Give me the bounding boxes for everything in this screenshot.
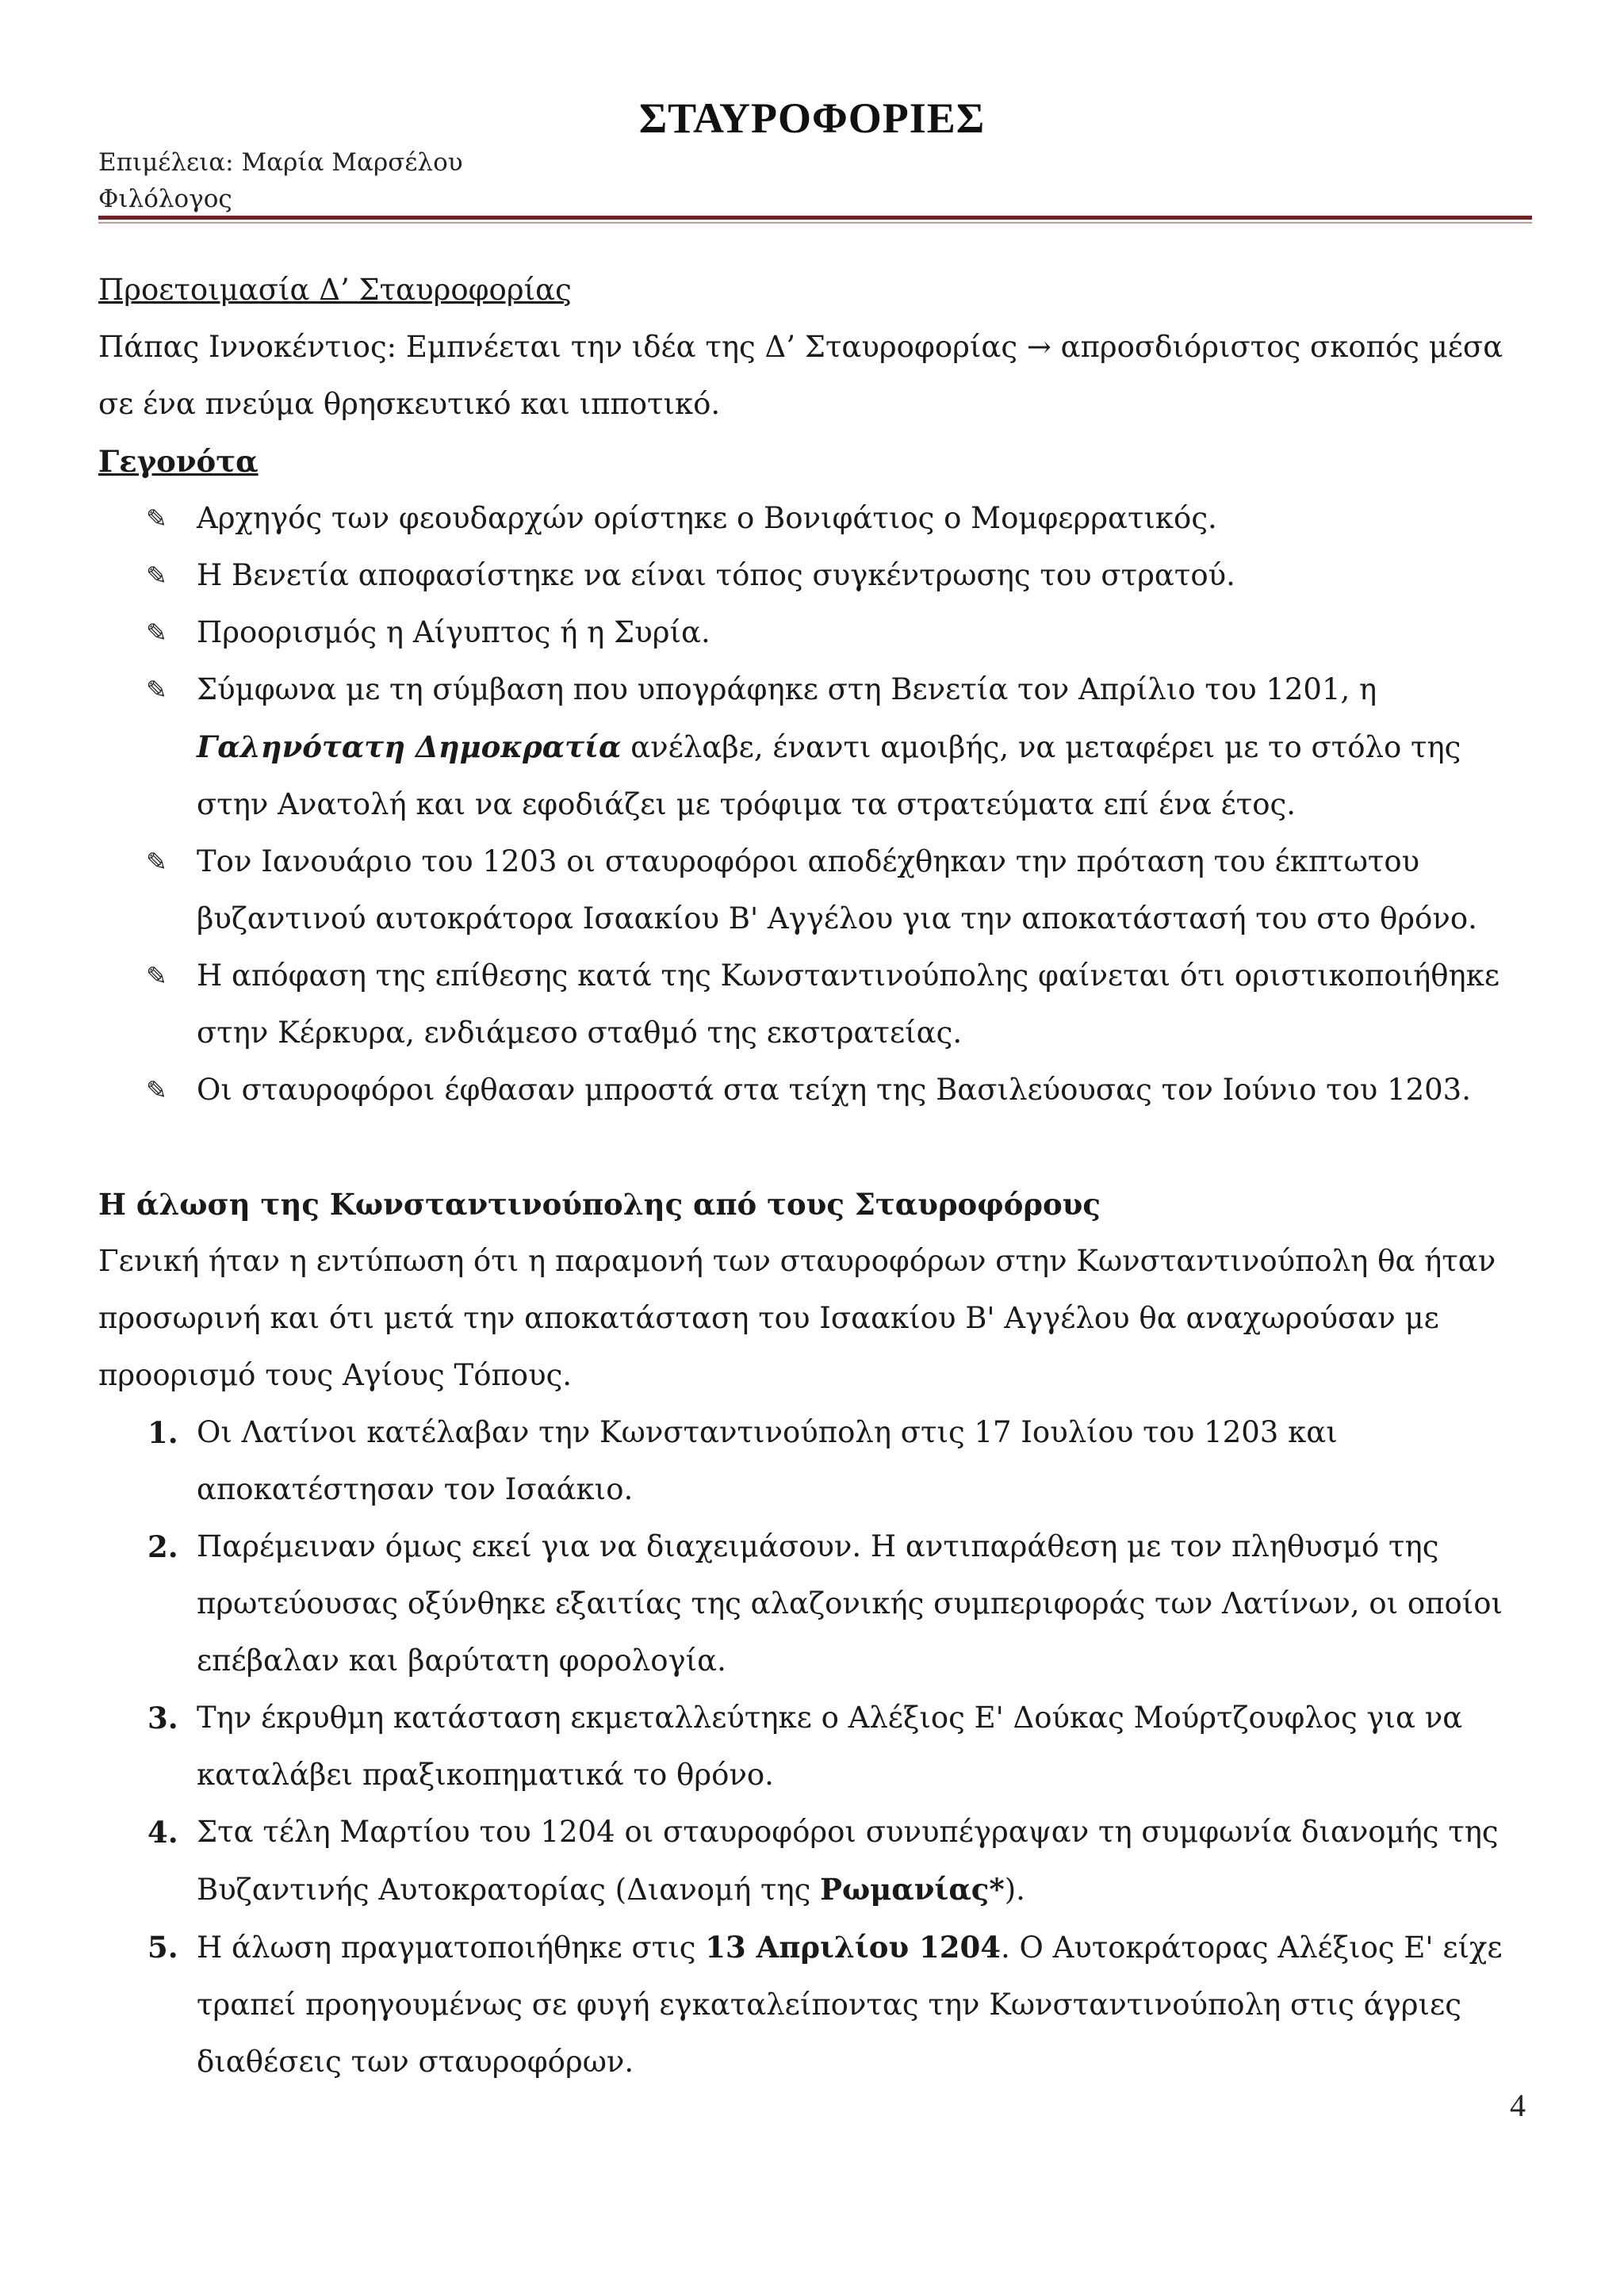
list-number: 3.: [147, 1701, 178, 1735]
pen-icon: ✎: [146, 618, 167, 648]
list-item-text: Οι σταυροφόροι έφθασαν μπροστά στα τείχη της Βασιλεύουσας τον Ιούνιο του 1203.: [197, 1073, 1471, 1107]
list-item: [98, 661, 1534, 833]
conquest-list: [98, 1404, 1534, 2091]
list-item-text: Η απόφαση της επίθεσης κατά της Κωνσταντινούπολης φαίνεται ότι οριστικοποιήθηκε στην Κέρκυρα, ενδιάμεσο σταθμό της εκστρατείας.: [197, 959, 1500, 1050]
pen-icon: ✎: [146, 675, 167, 705]
list-item: [98, 1404, 1534, 1518]
header-divider-thin: [98, 222, 1532, 224]
list-item: [98, 833, 1534, 947]
list-item: [98, 547, 1534, 604]
list-item-text: Στα τέλη Μαρτίου του 1204 οι σταυροφόροι συνυπέγραψαν τη συμφωνία διανομής της Βυζαντινής Αυτοκρατορίας (Διανομή της: [197, 1815, 1499, 1907]
pen-icon: ✎: [146, 503, 167, 534]
section-heading-events: Γεγονότα: [98, 444, 259, 479]
events-list: [98, 490, 1534, 1119]
list-item: [98, 1062, 1534, 1119]
conquest-intro-paragraph: Γενική ήταν η εντύπωση ότι η παραμονή των σταυροφόρων στην Κωνσταντινούπολη θα ήταν προσωρινή και ότι μετά την αποκατάσταση του Ισαακίου Β' Αγγέλου θα αναχωρούσαν με προορισμό τους Αγίους Τόπους.: [98, 1244, 1496, 1392]
section-heading-conquest: Η άλωση της Κωνσταντινούπολης από τους Σταυροφόρους: [98, 1187, 1101, 1222]
list-item-text: Οι Λατίνοι κατέλαβαν την Κωνσταντινούπολη στις 17 Ιουλίου του 1203 και αποκατέστησαν τον Ισαάκιο.: [197, 1415, 1338, 1506]
editor-credit: [98, 144, 463, 217]
document-body: [98, 262, 1534, 2091]
list-item-text: Την έκρυθμη κατάσταση εκμεταλλεύτηκε ο Αλέξιος Ε' Δούκας Μούρτζουφλος για να καταλάβει πραξικοπηματικά το θρόνο.: [197, 1701, 1463, 1792]
section-heading-preparation: Προετοιμασία Δ’ Σταυροφορίας: [98, 273, 572, 307]
list-item-text: ).: [1004, 1873, 1025, 1907]
list-number: 1.: [147, 1415, 178, 1450]
list-item-text: Τον Ιανουάριο του 1203 οι σταυροφόροι αποδέχθηκαν την πρόταση του έκπτωτου βυζαντινού αυτοκράτορα Ισαακίου Β' Αγγέλου για την αποκατάστασή του στο θρόνο.: [197, 844, 1477, 936]
page-number: 4: [1510, 2087, 1526, 2123]
list-number: 5.: [147, 1930, 178, 1965]
emphasized-text: Γαληνότατη Δημοκρατία: [197, 729, 622, 764]
list-item: [98, 1689, 1534, 1804]
editor-name: Επιμέλεια: Μαρία Μαρσέλου: [98, 148, 463, 177]
list-item-text: Η Βενετία αποφασίστηκε να είναι τόπος συγκέντρωσης του στρατού.: [197, 558, 1235, 592]
pen-icon: ✎: [146, 1075, 167, 1105]
list-item: [98, 1804, 1534, 1919]
list-item: [98, 604, 1534, 661]
preparation-paragraph: Πάπας Ιννοκέντιος: Εμπνέεται την ιδέα της Δ’ Σταυροφορίας → απροσδιόριστος σκοπός μέσα σε ένα πνεύμα θρησκευτικό και ιπποτικό.: [98, 330, 1503, 421]
pen-icon: ✎: [146, 561, 167, 591]
list-number: 2.: [147, 1529, 178, 1564]
list-item-text: Σύμφωνα με τη σύμβαση που υπογράφηκε στη Βενετία τον Απρίλιο του 1201, η: [197, 672, 1377, 706]
list-item-text: ανέλαβε, έναντι αμοιβής, να μεταφέρει με το στόλο της στην Ανατολή και να εφοδιάζει με τρόφιμα τα στρατεύματα επί ένα έτος.: [197, 730, 1461, 821]
bold-text: 13 Απριλίου 1204: [705, 1930, 1001, 1965]
list-item: [98, 947, 1534, 1062]
list-item: [98, 490, 1534, 547]
editor-role: Φιλόλογος: [98, 185, 232, 213]
list-item: [98, 1518, 1534, 1689]
bold-text: Ρωμανίας*: [820, 1872, 1005, 1907]
header-divider: [98, 216, 1532, 220]
list-item-text: Παρέμειναν όμως εκεί για να διαχειμάσουν. Η αντιπαράθεση με τον πληθυσμό της πρωτεύουσας οξύνθηκε εξαιτίας της αλαζονικής συμπεριφοράς των Λατίνων, οι οποίοι επέβαλαν και βαρύτατη φορολογία.: [197, 1529, 1503, 1678]
section-spacer: [98, 1119, 1534, 1176]
list-item-text: Αρχηγός των φεουδαρχών ορίστηκε ο Βονιφάτιος ο Μομφερρατικός.: [197, 501, 1217, 535]
list-item-text: Προορισμός η Αίγυπτος ή η Συρία.: [197, 615, 710, 649]
pen-icon: ✎: [146, 847, 167, 877]
list-item-text: Η άλωση πραγματοποιήθηκε στις: [197, 1931, 706, 1965]
document-title: ΣΤΑΥΡΟΦΟΡΙΕΣ: [638, 94, 986, 142]
page-header: [0, 0, 1624, 238]
list-number: 4.: [147, 1815, 178, 1850]
list-item: [98, 1919, 1534, 2091]
pen-icon: ✎: [146, 961, 167, 991]
list-item-text: . Ο Αυτοκράτορας Αλέξιος Ε' είχε τραπεί προηγουμένως σε φυγή εγκαταλείποντας την Κωνσταντινούπολη στις άγριες διαθέσεις των σταυροφόρων.: [197, 1931, 1503, 2079]
